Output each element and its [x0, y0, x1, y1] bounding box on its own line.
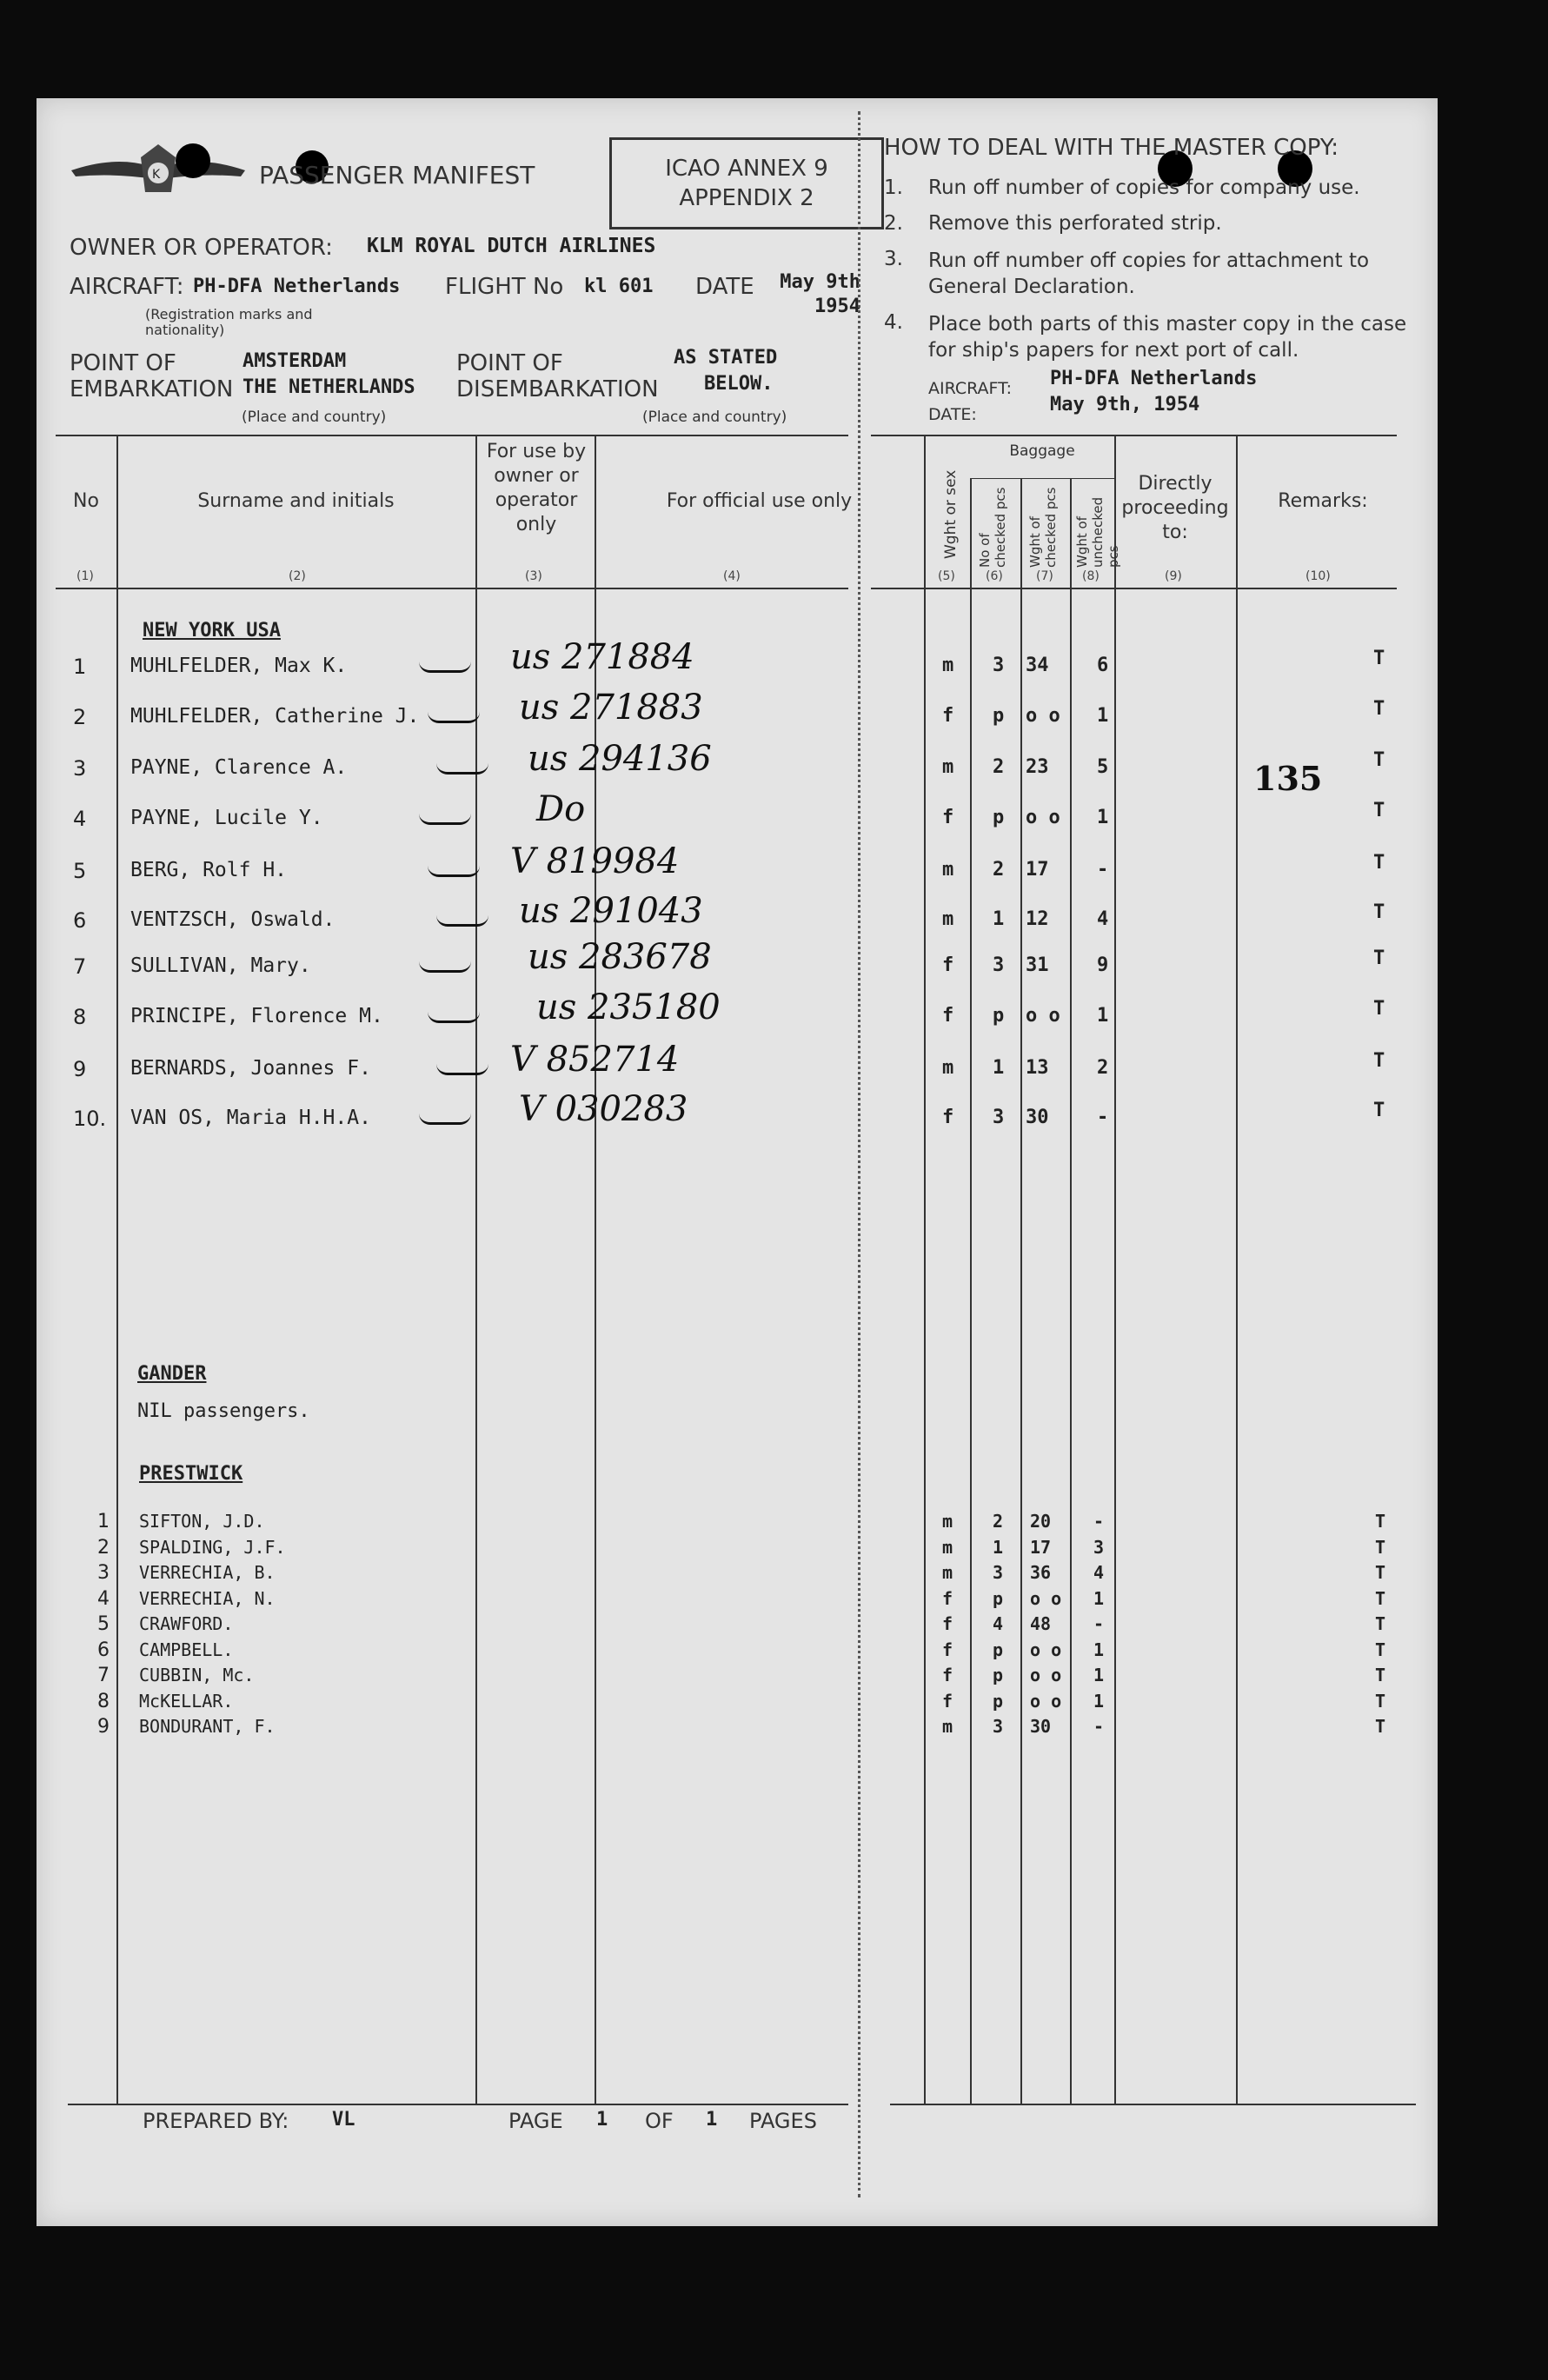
remark-value: T [1373, 1050, 1385, 1072]
checked-weight-value: 30 [1026, 1107, 1049, 1128]
remark-value: T [1375, 1665, 1386, 1685]
checked-pcs-value: p [993, 1639, 1004, 1660]
registration-note: (Registration marks and nationality) [145, 306, 313, 338]
instruction-number: 1. [884, 176, 903, 199]
table-top-rule-right [871, 435, 1397, 436]
passenger-name: MUHLFELDER, Catherine J. [130, 705, 420, 728]
row-number: 9 [73, 1057, 87, 1081]
instruction-text: Remove this perforated strip. [928, 212, 1222, 235]
header-bottom-rule-right [871, 588, 1397, 589]
checked-weight-value: 13 [1026, 1057, 1049, 1079]
sex-value: f [942, 705, 954, 727]
unchecked-weight-value: 1 [1097, 1005, 1109, 1027]
sex-value: f [942, 807, 954, 828]
sex-value: m [942, 1057, 954, 1079]
unchecked-weight-value: 1 [1097, 807, 1109, 828]
row-number: 8 [73, 1005, 87, 1029]
passport-number: us 283678 [528, 937, 712, 977]
passport-number: us 291043 [519, 891, 703, 931]
sex-value: m [942, 655, 954, 676]
check-mark [419, 661, 471, 673]
col-number: (4) [723, 569, 741, 583]
row-number: 1 [73, 655, 87, 679]
column-divider [1070, 478, 1072, 2104]
col-header-surname: Surname and initials [197, 490, 395, 512]
appendix-label: APPENDIX 2 [679, 185, 814, 211]
passenger-name: VERRECHIA, N. [139, 1587, 276, 1609]
column-divider [970, 478, 972, 2104]
col-number: (5) [938, 569, 955, 583]
passenger-name: PAYNE, Lucile Y. [130, 807, 323, 829]
remark-value: T [1373, 1100, 1385, 1121]
checked-pcs-value: 3 [993, 1716, 1004, 1737]
col-header-no: No [73, 490, 99, 512]
of-label: OF [645, 2109, 674, 2133]
checked-weight-value: 31 [1026, 954, 1049, 976]
check-mark [436, 915, 488, 927]
checked-weight-value: 12 [1026, 908, 1049, 930]
passenger-name: PRINCIPE, Florence M. [130, 1005, 383, 1027]
unchecked-weight-value: - [1093, 1511, 1105, 1532]
row-number: 4 [97, 1587, 110, 1610]
annex-box [609, 137, 884, 229]
checked-weight-value: o o [1026, 1005, 1060, 1027]
aircraft-value: PH-DFA Netherlands [193, 276, 401, 297]
remark-value: T [1375, 1511, 1386, 1532]
remark-value: T [1373, 698, 1385, 720]
unchecked-weight-value: 1 [1093, 1639, 1105, 1660]
sex-value: m [942, 1511, 953, 1532]
checked-pcs-value: 3 [993, 1562, 1004, 1583]
of-number: 1 [706, 2109, 718, 2131]
section-title-new-york: NEW YORK USA [143, 620, 281, 642]
row-number: 7 [73, 954, 87, 979]
checked-pcs-value: p [993, 807, 1005, 828]
unchecked-weight-value: 1 [1093, 1690, 1105, 1712]
col-header-baggage: Baggage [1009, 442, 1075, 460]
row-number: 8 [97, 1690, 110, 1712]
checked-pcs-value: p [993, 1690, 1004, 1712]
sex-value: m [942, 1562, 953, 1583]
column-divider [475, 435, 477, 2104]
remark-value: T [1375, 1562, 1386, 1583]
column-divider [1236, 435, 1238, 2104]
row-number: 2 [97, 1536, 110, 1559]
passenger-name: SULLIVAN, Mary. [130, 954, 311, 977]
flight-value: kl 601 [584, 276, 654, 297]
checked-pcs-value: 2 [993, 1511, 1004, 1532]
remark-value: T [1373, 901, 1385, 923]
sex-value: f [942, 1107, 954, 1128]
date-label: DATE [695, 274, 754, 300]
checked-weight-value: 34 [1026, 655, 1049, 676]
instruction-date-value: May 9th, 1954 [1050, 394, 1200, 416]
pages-label: PAGES [749, 2109, 817, 2133]
checked-weight-value: 36 [1030, 1562, 1052, 1583]
col-number: (3) [525, 569, 542, 583]
checked-pcs-value: 1 [993, 1536, 1004, 1558]
checked-pcs-value: 3 [993, 954, 1005, 976]
remark-value: T [1375, 1639, 1386, 1660]
column-divider [595, 435, 596, 2104]
place-country-note: (Place and country) [242, 409, 387, 426]
row-number: 10. [73, 1107, 107, 1131]
row-number: 4 [73, 807, 87, 831]
row-number: 2 [73, 705, 87, 729]
svg-text:K: K [152, 168, 161, 182]
remark-value: T [1375, 1613, 1386, 1634]
instruction-text: Place both parts of this master copy in the case for ship's papers for next port of call. [928, 313, 1407, 362]
unchecked-weight-value: 6 [1097, 655, 1109, 676]
remark-value: T [1375, 1536, 1386, 1558]
remark-value: T [1373, 749, 1385, 771]
owner-label: OWNER OR OPERATOR: [70, 235, 333, 261]
instruction-aircraft-label: AIRCRAFT: [928, 379, 1013, 398]
table-bottom-rule-right [890, 2104, 1416, 2105]
unchecked-weight-value: 1 [1093, 1587, 1105, 1609]
row-number: 6 [73, 908, 87, 933]
col-number: (8) [1082, 569, 1100, 583]
sex-value: f [942, 1613, 953, 1634]
row-number: 5 [97, 1613, 110, 1635]
passport-number: V 819984 [510, 841, 680, 881]
check-mark [428, 712, 480, 723]
annex-label: ICAO ANNEX 9 [665, 156, 828, 182]
checked-pcs-value: 1 [993, 1057, 1005, 1079]
unchecked-weight-value: 5 [1097, 756, 1109, 778]
checked-weight-value: o o [1026, 807, 1060, 828]
passenger-name: SIFTON, J.D. [139, 1511, 265, 1532]
disembarkation-label: POINT OF DISEMBARKATION [456, 350, 659, 402]
klm-crown-wings-logo [67, 140, 249, 201]
col-header-directly: Directly proceeding to: [1121, 473, 1229, 543]
checked-weight-value: 30 [1030, 1716, 1052, 1737]
col-header-checked-pcs: No of checked pcs [977, 487, 1008, 568]
passport-number: us 294136 [528, 739, 712, 779]
checked-weight-value: o o [1030, 1639, 1062, 1660]
checked-pcs-value: p [993, 1665, 1004, 1685]
prepared-value: VL [332, 2109, 355, 2131]
unchecked-weight-value: 3 [1093, 1536, 1105, 1558]
remark-value: T [1373, 800, 1385, 821]
checked-pcs-value: p [993, 1587, 1004, 1609]
instruction-text: Run off number of copies for company use. [928, 176, 1360, 199]
col-header-official: For official use only [666, 490, 853, 512]
col-number: (1) [76, 569, 94, 583]
instructions-title: HOW TO DEAL WITH THE MASTER COPY: [884, 135, 1339, 161]
checked-weight-value: 23 [1026, 756, 1049, 778]
unchecked-weight-value: - [1093, 1613, 1105, 1634]
sex-value: m [942, 908, 954, 930]
col-number: (6) [986, 569, 1003, 583]
unchecked-weight-value: 2 [1097, 1057, 1109, 1079]
row-number: 3 [97, 1562, 110, 1584]
checked-weight-value: 48 [1030, 1613, 1052, 1634]
checked-pcs-value: p [993, 705, 1005, 727]
check-mark [419, 1114, 471, 1125]
checked-pcs-value: 3 [993, 1107, 1005, 1128]
row-number: 1 [97, 1511, 110, 1532]
remark-value: T [1373, 998, 1385, 1020]
passenger-name: CRAWFORD. [139, 1613, 234, 1634]
unchecked-weight-value: 9 [1097, 954, 1109, 976]
checked-weight-value: 20 [1030, 1511, 1052, 1532]
unchecked-weight-value: - [1093, 1716, 1105, 1737]
form-title: PASSENGER MANIFEST [259, 161, 535, 189]
prepared-label: PREPARED BY: [143, 2109, 289, 2133]
passenger-name: McKELLAR. [139, 1690, 234, 1712]
check-mark [428, 866, 480, 877]
owner-value: KLM ROYAL DUTCH AIRLINES [367, 235, 656, 257]
check-mark [419, 961, 471, 973]
remark-value: T [1375, 1587, 1386, 1609]
sex-value: f [942, 1639, 953, 1660]
passenger-name: MUHLFELDER, Max K. [130, 655, 348, 677]
checked-weight-value: o o [1030, 1690, 1062, 1712]
passenger-name: BERNARDS, Joannes F. [130, 1057, 371, 1080]
passenger-name: VAN OS, Maria H.H.A. [130, 1107, 371, 1129]
checked-weight-value: 17 [1030, 1536, 1052, 1558]
checked-weight-value: o o [1026, 705, 1060, 727]
col-header-unchecked-wght: Wght of unchecked pcs [1074, 496, 1121, 568]
flight-label: FLIGHT No [445, 274, 564, 300]
unchecked-weight-value: 1 [1093, 1665, 1105, 1685]
table-bottom-rule [68, 2104, 848, 2105]
sex-value: m [942, 756, 954, 778]
col-number: (9) [1165, 569, 1182, 583]
sex-value: f [942, 1690, 953, 1712]
passenger-name: VERRECHIA, B. [139, 1562, 276, 1583]
col-header-weight-sex: Wght or sex [942, 469, 960, 559]
remark-value: T [1375, 1716, 1386, 1737]
gander-note: NIL passengers. [137, 1400, 310, 1422]
checked-weight-value: 17 [1026, 859, 1049, 881]
sex-value: f [942, 1587, 953, 1609]
section-title-gander: GANDER [137, 1363, 207, 1385]
sex-value: f [942, 1005, 954, 1027]
check-mark [436, 1064, 488, 1075]
instruction-date-label: DATE: [928, 405, 977, 424]
unchecked-weight-value: 1 [1097, 705, 1109, 727]
checked-pcs-value: 1 [993, 908, 1005, 930]
remark-value: T [1373, 648, 1385, 669]
instruction-number: 3. [884, 248, 903, 270]
aircraft-label: AIRCRAFT: [70, 274, 184, 300]
check-mark [428, 1012, 480, 1023]
remark-value: T [1375, 1690, 1386, 1712]
embarkation-country: THE NETHERLANDS [242, 376, 415, 398]
row-number: 5 [73, 859, 87, 883]
passenger-name: BERG, Rolf H. [130, 859, 288, 881]
unchecked-weight-value: 4 [1097, 908, 1109, 930]
col-header-remarks: Remarks: [1278, 490, 1368, 512]
sex-value: m [942, 1716, 953, 1737]
embarkation-city: AMSTERDAM [242, 350, 347, 372]
checked-weight-value: o o [1030, 1587, 1062, 1609]
directly-note: 135 [1253, 759, 1323, 798]
col-number: (2) [289, 569, 306, 583]
disembarkation-value-2: BELOW. [704, 373, 774, 395]
place-country-note-2: (Place and country) [642, 409, 787, 426]
checked-pcs-value: 4 [993, 1613, 1004, 1634]
unchecked-weight-value: 4 [1093, 1562, 1105, 1583]
perforated-strip [858, 111, 860, 2197]
hole-punch-blot [176, 143, 210, 178]
checked-weight-value: o o [1030, 1665, 1062, 1685]
checked-pcs-value: 2 [993, 859, 1005, 881]
check-mark [419, 814, 471, 825]
embarkation-label: POINT OF EMBARKATION [70, 350, 234, 402]
column-divider [1114, 435, 1116, 2104]
unchecked-weight-value: - [1097, 859, 1109, 881]
sex-value: f [942, 1665, 953, 1685]
sex-value: m [942, 1536, 953, 1558]
passenger-name: BONDURANT, F. [139, 1716, 276, 1737]
checked-pcs-value: 3 [993, 655, 1005, 676]
instruction-aircraft-value: PH-DFA Netherlands [1050, 368, 1258, 389]
passport-number: us 271883 [519, 688, 703, 728]
passenger-name: CAMPBELL. [139, 1639, 234, 1660]
row-number: 3 [73, 756, 87, 781]
passport-number: V 030283 [519, 1089, 688, 1129]
baggage-underline [970, 478, 1114, 479]
row-number: 7 [97, 1665, 110, 1686]
page-label: PAGE [508, 2109, 563, 2133]
section-title-prestwick: PRESTWICK [139, 1463, 243, 1485]
manifest-paper [37, 98, 1438, 2226]
column-divider [924, 435, 926, 2104]
passenger-name: VENTZSCH, Oswald. [130, 908, 336, 931]
col-number: (7) [1036, 569, 1053, 583]
instruction-text: Run off number off copies for attachment to General Declaration. [928, 249, 1370, 298]
checked-pcs-value: p [993, 1005, 1005, 1027]
sex-value: f [942, 954, 954, 976]
passport-number: us 271884 [510, 637, 694, 677]
unchecked-weight-value: - [1097, 1107, 1109, 1128]
passenger-name: CUBBIN, Mc. [139, 1665, 255, 1685]
col-header-owner-use: For use by owner or operator only [486, 441, 587, 535]
instruction-number: 2. [884, 212, 903, 235]
date-value: May 9th 1954 [780, 271, 860, 317]
row-number: 9 [97, 1716, 110, 1738]
remark-value: T [1373, 852, 1385, 874]
instruction-number: 4. [884, 311, 903, 334]
column-divider [1020, 478, 1022, 2104]
passport-number: us 235180 [536, 987, 721, 1027]
passenger-name: PAYNE, Clarence A. [130, 756, 348, 779]
passport-number: V 852714 [510, 1040, 680, 1080]
row-number: 6 [97, 1639, 110, 1661]
col-header-checked-wght: Wght of checked pcs [1027, 487, 1059, 568]
table-top-rule [56, 435, 848, 436]
page-number: 1 [596, 2109, 608, 2131]
checked-pcs-value: 2 [993, 756, 1005, 778]
check-mark [436, 763, 488, 774]
remark-value: T [1373, 947, 1385, 969]
header-bottom-rule [56, 588, 848, 589]
col-number: (10) [1306, 569, 1331, 583]
column-divider [116, 435, 118, 2104]
passport-number: Do [536, 789, 586, 829]
disembarkation-value-1: AS STATED [674, 347, 778, 369]
passenger-name: SPALDING, J.F. [139, 1536, 286, 1558]
sex-value: m [942, 859, 954, 881]
